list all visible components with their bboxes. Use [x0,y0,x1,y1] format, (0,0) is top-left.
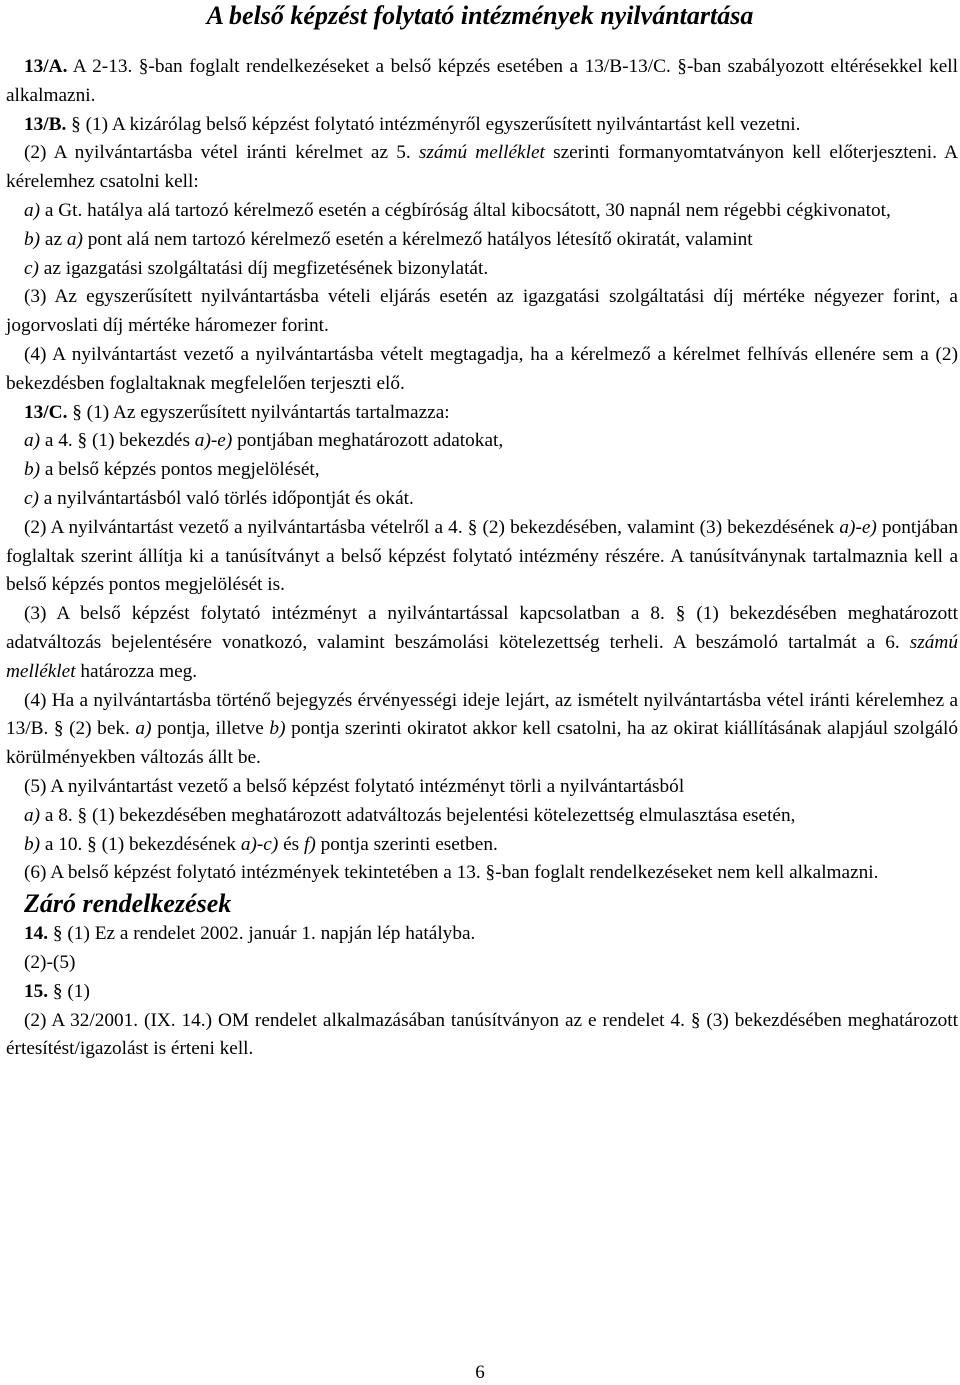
paragraph-13b-2: (2) A nyilvántartásba vétel iránti kérelmet az 5. számú melléklet szerinti formanyomtatványon kell előterjeszteni. A kérelemhez csatolni kell: [6,142,958,193]
document-title: A belső képzést folytató intézmények nyilvántartása [206,1,754,30]
list-item-a: a) a 4. § (1) bekezdés a)-e) pontjában meghatározott adatokat, [24,430,504,452]
item-label: c) [24,257,39,279]
item-label: c) [24,487,39,509]
paragraph-13b-4: (4) A nyilvántartást vezető a nyilvántartásba vételt megtagadja, ha a kérelmező a kérelmet felhívás ellenére sem a (2) bekezdésben foglaltaknak megfelelően terjeszti elő. [6,343,958,394]
item-label: a) [24,430,41,452]
annex-reference: számú melléklet [418,142,545,164]
list-item-b: b) az a) pont alá nem tartozó kérelmező esetén a kérelmező hatályos létesítő okiratát, valamint [24,228,753,250]
list-item-c: c) az igazgatási szolgáltatási díj megfizetésének bizonylatát. [24,257,489,279]
item-label: b) [24,228,41,250]
item-label: b) [24,459,41,481]
paragraph-13a: 13/A. A 2-13. §-ban foglalt rendelkezéseket a belső képzés esetében a 13/B-13/C. §-ban szabályozott eltérésekkel kell alkalmazni. [6,56,958,106]
paragraph-13c-3: (3) A belső képzést folytató intézményt a nyilvántartással kapcsolatban a 8. § (1) bekezdésében meghatározott adatváltozás bejelentésére vonatkozó, valamint beszámolási kötelezettség terheli. A beszámoló tartalmát a 6. számú melléklet határozza meg. [6,603,958,682]
section-number: 13/A. [24,56,68,77]
item-label: a) [24,199,41,221]
list-item-b: b) a belső képzés pontos megjelölését, [24,459,320,481]
paragraph-13c-1: 13/C. § (1) Az egyszerűsített nyilvántartás tartalmazza: [24,401,450,423]
section-number: 13/C. [24,401,68,423]
section-number: 15. [24,980,49,1002]
page-number: 6 [475,1362,485,1383]
paragraph-13c-4: (4) Ha a nyilvántartásba történő bejegyzés érvényességi ideje lejárt, az ismételt nyilvántartásba vétel iránti kérelemhez a 13/B. § (2) bek. a) pontja, illetve b) pontja szerinti okiratot akkor kell csatolni, ha az okirat kiállításának alapjául szolgáló körülményekben változás állt be. [6,689,958,769]
section-title: Záró rendelkezések [24,889,232,919]
list-item-a: a) a 8. § (1) bekezdésében meghatározott adatváltozás bejelentési kötelezettség elmulasztása esetén, [24,804,796,826]
paragraph-15-2: (2) A 32/2001. (IX. 14.) OM rendelet alkalmazásában tanúsítványon az e rendelet 4. § (3) bekezdésében meghatározott értesítést/igazolást is érteni kell. [6,1009,958,1060]
paragraph-15-1: 15. § (1) [24,980,90,1002]
paragraph-14-2: (2)-(5) [24,951,76,973]
paragraph-13b-1: 13/B. § (1) A kizárólag belső képzést folytató intézményről egyszerűsített nyilvántartást kell vezetni. [24,113,801,135]
section-number: 14. [24,923,49,945]
item-label: a) [24,804,41,826]
list-item-a: a) a Gt. hatálya alá tartozó kérelmező esetén a cégbíróság által kibocsátott, 30 napnál nem régebbi cégkivonatot, [24,199,891,221]
paragraph-13c-2: (2) A nyilvántartást vezető a nyilvántartásba vételről a 4. § (2) bekezdésében, valamint (3) bekezdésének a)-e) pontjában foglaltak szerint állítja ki a tanúsítványt a belső képzést folytató intézmény részére. A tanúsítványnak tartalmaznia kell a belső képzés pontos megjelölését is. [6,516,958,596]
annex-reference: számú melléklet [6,631,958,682]
paragraph-14-1: 14. § (1) Ez a rendelet 2002. január 1. napján lép hatályba. [24,923,476,945]
list-item-c: c) a nyilvántartásból való törlés időpontját és okát. [24,487,414,509]
section-number: 13/B. [24,113,67,135]
paragraph-13c-6: (6) A belső képzést folytató intézmények tekintetében a 13. §-ban foglalt rendelkezéseket nem kell alkalmazni. [24,862,879,884]
paragraph-13c-5: (5) A nyilvántartást vezető a belső képzést folytató intézményt törli a nyilvántartásból [24,775,685,797]
item-label: b) [24,833,41,855]
paragraph-13b-3: (3) Az egyszerűsített nyilvántartásba vételi eljárás esetén az igazgatási szolgáltatási díj mértéke négyezer forint, a jogorvoslati díj mértéke háromezer forint. [6,286,958,337]
list-item-b: b) a 10. § (1) bekezdésének a)-c) és f) pontja szerinti esetben. [24,833,498,855]
document-body [6,53,958,1064]
